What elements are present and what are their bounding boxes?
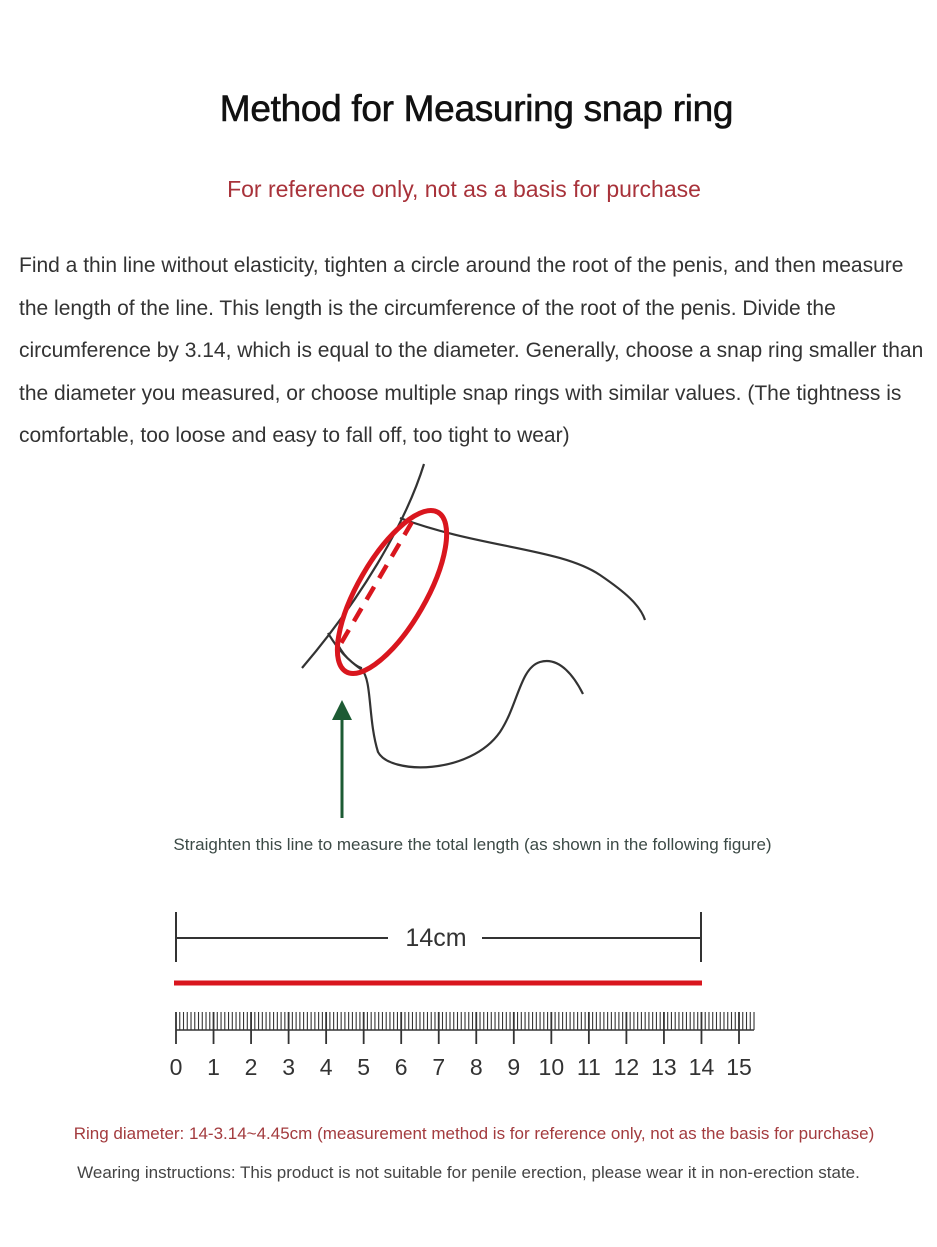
ruler-label: 6 <box>394 1054 408 1080</box>
ruler-label: 15 <box>726 1054 752 1080</box>
outline-left-curve <box>302 464 424 668</box>
ruler-label: 13 <box>651 1054 677 1080</box>
pointer-arrow-head <box>332 700 352 720</box>
ruler-label: 3 <box>282 1054 295 1080</box>
ruler-label: 10 <box>538 1054 565 1080</box>
measuring-instructions: Find a thin line without elasticity, tighten a circle around the root of the penis, and then measure the length of the line. This length is the circumference of the root of the penis. Divide the circumference by 3.14, which is equal to the diameter. Generally, choose a snap ring smaller than the diameter you measured, or choose multiple snap rings with similar values. (The tightness is comfortable, too loose and easy to fall off, too tight to wear) <box>19 254 924 447</box>
ruler-label: 2 <box>244 1054 258 1080</box>
ruler-label: 14 <box>688 1054 715 1080</box>
ruler-label: 12 <box>613 1054 640 1080</box>
measuring-ring <box>317 495 468 688</box>
ring-dashed-back <box>340 522 412 645</box>
ruler-label: 8 <box>469 1054 483 1080</box>
ruler-label: 11 <box>576 1054 601 1080</box>
ruler-label: 7 <box>432 1054 446 1080</box>
straighten-caption: Straighten this line to measure the total length (as shown in the following figure) <box>173 835 772 854</box>
wearing-instructions: Wearing instructions: This product is not suitable for penile erection, please wear it in non-erection state. <box>77 1163 860 1182</box>
ruler-label: 1 <box>207 1054 220 1080</box>
ruler-label: 5 <box>357 1054 371 1080</box>
dimension-label: 14cm <box>405 924 467 952</box>
ruler-label: 4 <box>319 1054 333 1080</box>
reference-subtitle: For reference only, not as a basis for purchase <box>227 176 701 202</box>
ring-diameter-note: Ring diameter: 14-3.14~4.45cm (measurement method is for reference only, not as the basis for purchase) <box>73 1124 875 1143</box>
ruler-label: 9 <box>507 1054 521 1080</box>
outline-lower-curve <box>328 633 583 767</box>
ruler <box>170 1012 754 1080</box>
outline-upper-curve <box>400 518 645 620</box>
page-title: Method for Measuring snap ring <box>219 88 734 129</box>
ruler-label: 0 <box>169 1054 183 1080</box>
